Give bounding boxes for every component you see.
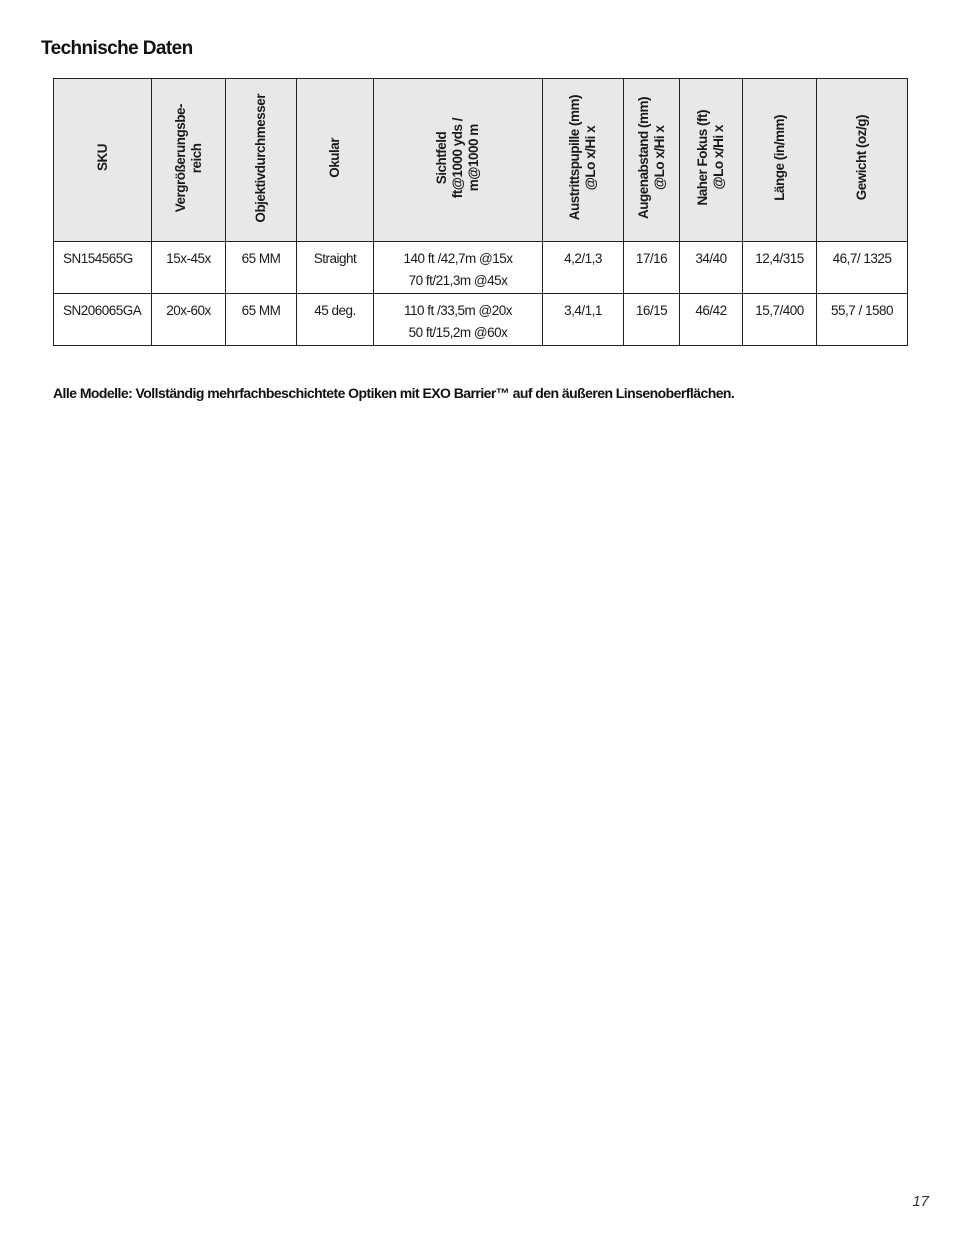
header-magnification [152,79,226,242]
cell-fov-line2: 50 ft/15,2m @60x [408,325,508,340]
page-number: 17 [912,1193,929,1210]
cell-weight: 46,7/ 1325 [817,242,908,294]
cell-magnification: 15x-45x [152,242,226,294]
table-header-row [54,79,908,242]
header-close-focus-line1: Naher Fokus (ft) [695,110,710,206]
cell-fov-line1: 140 ft /42,7m @15x [403,251,513,266]
cell-sku: SN154565G [54,242,152,294]
header-fov-line2: ft@1000 yds / [450,117,465,199]
cell-eye-relief: 17/16 [624,242,680,294]
header-magnification-line1: Vergrößerungsbe- [172,103,188,213]
cell-length: 15,7/400 [743,294,817,346]
header-eye-relief-line2: @Lo x/Hi x [651,125,667,191]
cell-fov-line2: 70 ft/21,3m @45x [408,273,508,288]
footnote: Alle Modelle: Vollständig mehrfachbeschichtete Optiken mit EXO Barrier™ auf den äußeren Linsenoberflächen. [53,385,735,401]
header-field-of-view [374,79,543,242]
header-length [743,79,817,242]
header-magnification-line2: reich [188,143,204,173]
header-objective-label: Objektivdurchmesser [253,93,268,223]
cell-close-focus: 34/40 [680,242,743,294]
header-length-label: Länge (in/mm) [771,115,787,201]
header-fov-line1: Sichtfeld [434,131,449,185]
header-weight-label: Gewicht (oz/g) [854,115,869,201]
header-exit-pupil-line2: @Lo x/Hi x [583,125,598,191]
header-sku-label: SKU [94,144,110,172]
cell-exit-pupil: 4,2/1,3 [543,242,624,294]
header-close-focus [680,79,743,242]
header-objective [226,79,297,242]
cell-field-of-view [374,294,543,346]
cell-fov-line1: 110 ft /33,5m @20x [403,303,513,318]
cell-length: 12,4/315 [743,242,817,294]
cell-exit-pupil: 3,4/1,1 [543,294,624,346]
table-row [54,242,908,294]
cell-weight: 55,7 / 1580 [817,294,908,346]
header-close-focus-line2: @Lo x/Hi x [711,125,726,191]
cell-objective: 65 MM [226,242,297,294]
cell-magnification: 20x-60x [152,294,226,346]
page-title: Technische Daten [41,38,193,59]
header-eye-relief-line1: Augenabstand (mm) [635,96,651,219]
table-row [54,294,908,346]
header-weight [817,79,908,242]
header-sku [54,79,152,242]
spec-table [53,78,908,346]
cell-eye-relief: 16/15 [624,294,680,346]
header-exit-pupil [543,79,624,242]
header-eyepiece [297,79,374,242]
header-fov-line3: m@1000 m [466,124,481,192]
cell-close-focus: 46/42 [680,294,743,346]
header-exit-pupil-line1: Austrittspupille (mm) [567,95,582,221]
cell-objective: 65 MM [226,294,297,346]
header-eye-relief [624,79,680,242]
header-eyepiece-label: Okular [327,138,342,178]
cell-sku: SN206065GA [54,294,152,346]
cell-eyepiece: Straight [297,242,374,294]
cell-field-of-view [374,242,543,294]
cell-eyepiece: 45 deg. [297,294,374,346]
